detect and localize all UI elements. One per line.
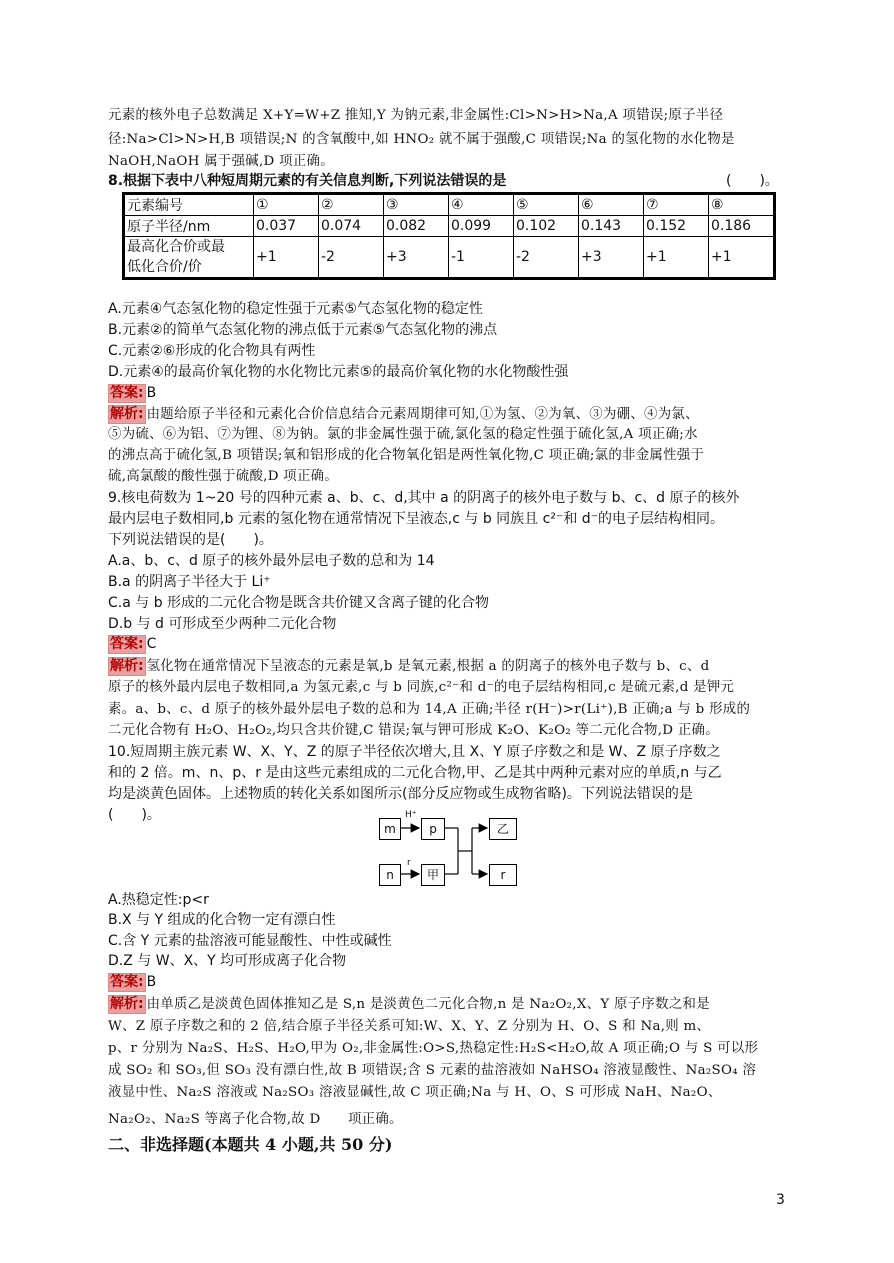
explanation-text: 原子的核外最内层电子数相同,a 为氢元素,c 与 b 同族,c²⁻和 d⁻的电子层结构相同,c 是硫元素,d 是钾元 [108, 680, 735, 695]
table-cell: +1 [254, 237, 319, 279]
option-b: B.a 的阴离子半径大于 Li⁺ [108, 574, 271, 590]
question-8-stem [108, 171, 506, 191]
table-header-cell: 原子半径/nm [124, 216, 254, 237]
option-b: B.元素②的简单气态氢化物的沸点低于元素⑤气态氢化物的沸点 [108, 322, 498, 338]
node-jia: 甲 [421, 864, 445, 886]
arrow-label-h-plus: H⁺ [405, 810, 417, 820]
section-heading: 二、非选择题(本题共 4 小题,共 50 分) [108, 1135, 393, 1154]
explanation-text: 素。a、b、c、d 原子的核外最外层电子数的总和为 14,A 正确;半径 r(H⁻)>r(Li⁺),B 正确;a 与 b 形成的 [108, 702, 751, 717]
answer-row [108, 972, 156, 992]
option-d: D.Z 与 W、X、Y 均可形成离子化合物 [108, 953, 347, 969]
table-cell: ⑦ [644, 194, 709, 216]
explanation-text: 液显中性、Na₂S 溶液或 Na₂SO₃ 溶液显碱性,故 C 项正确;Na 与 H、O、S 可形成 NaH、Na₂O、 [108, 1085, 722, 1100]
page-number: 3 [776, 1192, 785, 1208]
option-d: D.元素④的最高价氧化物的水化物比元素⑤的最高价氧化物的水化物酸性强 [108, 364, 569, 380]
node-yi: 乙 [489, 818, 517, 840]
explanation-row [108, 404, 699, 425]
node-m: m [379, 818, 401, 840]
explanation-row [108, 994, 710, 1015]
table-cell: +1 [709, 237, 775, 279]
table-cell: 0.099 [449, 216, 514, 237]
table-cell: ④ [449, 194, 514, 216]
explanation-text: 氢化物在通常情况下呈液态的元素是氧,b 是氧元素,根据 a 的阴离子的核外电子数与 b、c、d [146, 659, 710, 674]
explanation-label: 解析: [110, 996, 144, 1012]
explanation-row [108, 656, 710, 677]
table-cell: ⑥ [579, 194, 644, 216]
answer-value: B [146, 385, 157, 401]
table-cell: 0.102 [514, 216, 579, 237]
node-n: n [379, 864, 401, 886]
table-cell: ① [254, 194, 319, 216]
table-header-line: 最高化合价或最 [127, 239, 225, 255]
table-cell: +3 [384, 237, 449, 279]
explanation-text: 成 SO₂ 和 SO₃,但 SO₃ 没有漂白性,故 B 项错误;含 S 元素的盐溶液如 NaHSO₄ 溶液显酸性、Na₂SO₄ 溶 [108, 1063, 757, 1078]
question-9-text: 下列说法错误的是( )。 [108, 532, 273, 548]
option-d: D.b 与 d 可形成至少两种二元化合物 [108, 616, 337, 632]
text-line: 元素的核外电子总数满足 X+Y=W+Z 推知,Y 为钠元素,非金属性:Cl>N>H>Na,A 项错误;原子半径 [108, 108, 724, 123]
question-10-text: 和的 2 倍。m、n、p、r 是由这些元素组成的二元化合物,甲、乙是其中两种元素对应的单质,n 与乙 [108, 765, 722, 781]
table-cell: 0.074 [319, 216, 384, 237]
explanation-text: 二元化合物有 H₂O、H₂O₂,均只含共价键,C 错误;氧与钾可形成 K₂O、K₂O₂ 等二元化合物,D 正确。 [108, 723, 719, 738]
table-row [124, 237, 775, 279]
explanation-text: 由题给原子半径和元素化合价信息结合元素周期律可知,①为氢、②为氧、③为硼、④为氯、 [146, 407, 699, 422]
explanation-text: p、r 分别为 Na₂S、H₂S、H₂O,甲为 O₂,非金属性:O>S,热稳定性:H₂S<H₂O,故 A 项正确;O 与 S 可以形 [108, 1041, 759, 1056]
table-cell: 0.082 [384, 216, 449, 237]
table-cell: -2 [319, 237, 384, 279]
answer-row [108, 634, 156, 654]
option-a: A.元素④气态氢化物的稳定性强于元素⑤气态氢化物的稳定性 [108, 301, 483, 317]
question-9-text: 最内层电子数相同,b 元素的氢化物在通常情况下呈液态,c 与 b 同族且 c²⁻和 d⁻的电子层结构相同。 [108, 511, 725, 527]
explanation-text: ⑤为硫、⑥为铝、⑦为锂、⑧为钠。氯的非金属性强于硫,氯化氢的稳定性强于硫化氢,A 项正确;水 [108, 427, 698, 442]
option-c: C.元素②⑥形成的化合物具有两性 [108, 343, 316, 359]
table-cell: ⑤ [514, 194, 579, 216]
explanation-text: W、Z 原子序数之和的 2 倍,结合原子半径关系可知:W、X、Y、Z 分别为 H、O、S 和 Na,则 m、 [108, 1019, 711, 1034]
option-b: B.X 与 Y 组成的化合物一定有漂白性 [108, 912, 336, 928]
table-cell: -1 [449, 237, 514, 279]
table-cell: 0.152 [644, 216, 709, 237]
answer-label: 答案: [110, 974, 144, 990]
node-p: p [421, 818, 445, 840]
element-table [122, 192, 776, 280]
answer-label: 答案: [110, 636, 144, 652]
answer-value: C [146, 636, 157, 652]
table-cell: ③ [384, 194, 449, 216]
table-header-line: 低化合价/价 [127, 259, 202, 275]
question-10-text: 10.短周期主族元素 W、X、Y、Z 的原子半径依次增大,且 X、Y 原子序数之和是 W、Z 原子序数之 [108, 744, 721, 760]
text-line: NaOH,NaOH 属于强碱,D 项正确。 [108, 154, 334, 169]
text-line: 径:Na>Cl>N>H,B 项错误;N 的含氧酸中,如 HNO₂ 就不属于强酸,C 项错误;Na 的氢化物的水化物是 [108, 132, 735, 147]
table-cell: +1 [644, 237, 709, 279]
table-header-cell [124, 237, 254, 279]
explanation-text: 由单质乙是淡黄色固体推知乙是 S,n 是淡黄色二元化合物,n 是 Na₂O₂,X、Y 原子序数之和是 [146, 997, 710, 1012]
explanation-label: 解析: [110, 658, 144, 674]
table-row [124, 194, 775, 216]
table-cell: 0.143 [579, 216, 644, 237]
answer-value: B [146, 974, 157, 990]
option-a: A.a、b、c、d 原子的核外最外层电子数的总和为 14 [108, 553, 435, 569]
answer-row [108, 383, 156, 403]
table-header-cell: 元素编号 [124, 194, 254, 216]
option-c: C.a 与 b 形成的二元化合物是既含共价键又含离子键的化合物 [108, 595, 490, 611]
table-cell: ② [319, 194, 384, 216]
arrow-label-r: r [407, 858, 411, 868]
explanation-text: 的沸点高于硫化氢,B 项错误;氧和铝形成的化合物氧化铝是两性氧化物,C 项正确;氯的非金属性强于 [108, 448, 705, 463]
question-8-paren: ( )。 [726, 173, 779, 189]
table-row [124, 216, 775, 237]
explanation-label: 解析: [110, 406, 144, 422]
question-9-text: 9.核电荷数为 1~20 号的四种元素 a、b、c、d,其中 a 的阴离子的核外电子数与 b、c、d 原子的核外 [108, 490, 740, 506]
table-cell: 0.186 [709, 216, 775, 237]
node-r: r [489, 864, 517, 886]
table-cell: +3 [579, 237, 644, 279]
question-8-text: 8.根据下表中八种短周期元素的有关信息判断,下列说法错误的是 [108, 173, 507, 189]
question-10-paren: ( )。 [108, 807, 161, 823]
table-cell: 0.037 [254, 216, 319, 237]
question-10-text: 均是淡黄色固体。上述物质的转化关系如图所示(部分反应物或生成物省略)。下列说法错误的是 [108, 786, 693, 802]
answer-label: 答案: [110, 385, 144, 401]
table-cell: -2 [514, 237, 579, 279]
option-a: A.热稳定性:p<r [108, 892, 209, 908]
explanation-text: 硫,高氯酸的酸性强于硫酸,D 项正确。 [108, 469, 339, 484]
option-c: C.含 Y 元素的盐溶液可能显酸性、中性或碱性 [108, 933, 392, 949]
table-cell: ⑧ [709, 194, 775, 216]
explanation-text: Na₂O₂、Na₂S 等离子化合物,故 D 项正确。 [108, 1112, 403, 1127]
